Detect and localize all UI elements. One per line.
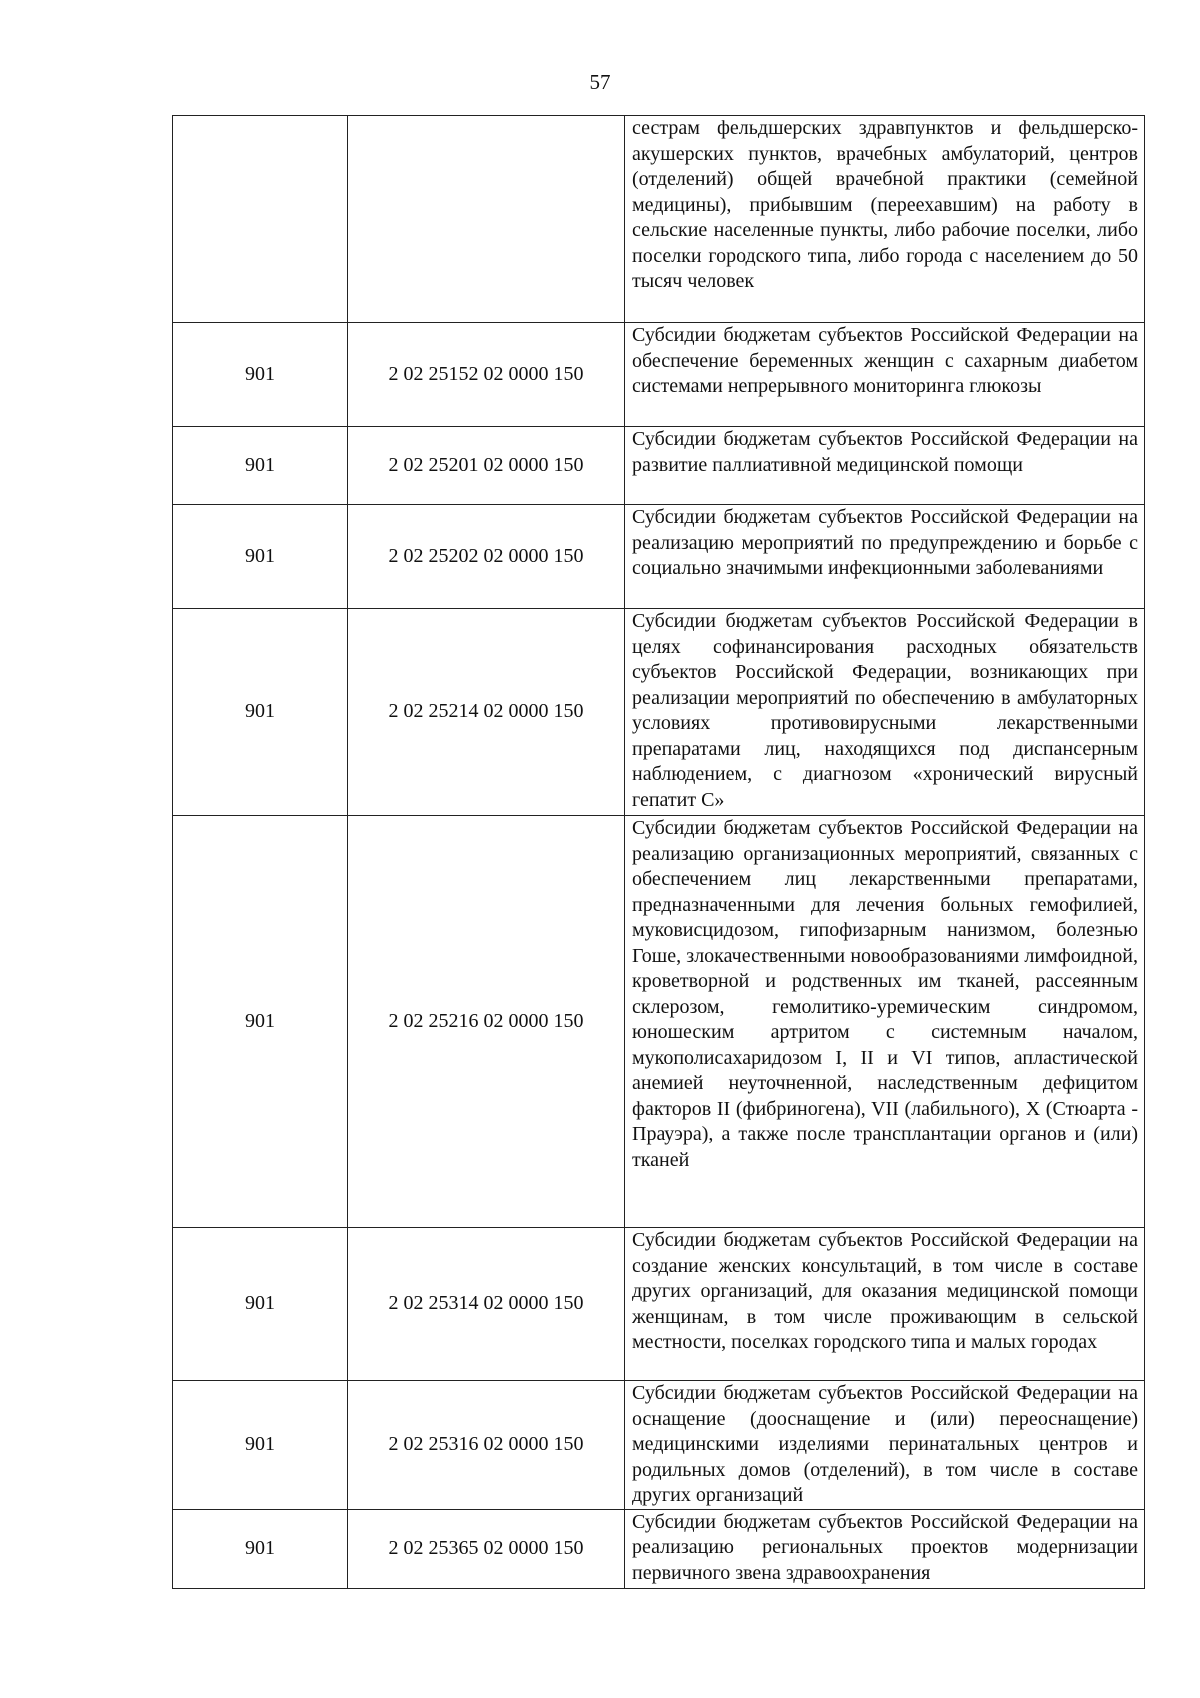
table-row <box>173 116 1145 323</box>
income-name-cell <box>625 1381 1145 1510</box>
income-name-text: Субсидии бюджетам субъектов Российской Федерации на создание женских консультаций, в том числе в составе других организаций, для оказания медицинской помощи женщинам, в том числе проживающим в сельской местности, поселках городского типа и малых городах <box>632 1229 1138 1353</box>
income-name-text: Субсидии бюджетам субъектов Российской Федерации на развитие паллиативной медицинской помощи <box>632 428 1138 476</box>
admin-code-cell: 901 <box>173 816 348 1228</box>
income-name-cell <box>625 323 1145 427</box>
income-name-text: Субсидии бюджетам субъектов Российской Федерации в целях софинансирования расходных обязательств субъектов Российской Федерации, возникающих при реализации мероприятий по обеспечению в амбулаторных условиях противовирусными лекарственными препаратами лиц, находящихся под диспансерным наблюдением, с диагнозом «хронический вирусный гепатит С» <box>632 610 1138 811</box>
admin-code-cell: 901 <box>173 609 348 816</box>
income-name-text: Субсидии бюджетам субъектов Российской Федерации на реализацию организационных мероприятий, связанных с обеспечением лиц лекарственными препаратами, предназначенными для лечения больных гемофилией, муковисцидозом, гипофизарным нанизмом, болезнью Гоше, злокачественными новообразованиями лимфоидной, кроветворной и родственных им тканей, рассеянным склерозом, гемолитико-уремическим синдромом, юношеским артритом с системным началом, мукополисахаридозом I, II и VI типов, апластической анемией неуточненной, наследственным дефицитом факторов II (фибриногена), VII (лабильного), X (Стюарта - Прауэра), а также после трансплантации органов и (или) тканей <box>632 817 1138 1171</box>
admin-code-cell <box>173 116 348 323</box>
income-name-cell <box>625 609 1145 816</box>
income-code-cell: 2 02 25201 02 0000 150 <box>348 427 625 505</box>
table-row <box>173 609 1145 816</box>
income-name-text: Субсидии бюджетам субъектов Российской Федерации на обеспечение беременных женщин с сахарным диабетом системами непрерывного мониторинга глюкозы <box>632 324 1138 397</box>
income-name-cell <box>625 1509 1145 1588</box>
income-name-text: Субсидии бюджетам субъектов Российской Федерации на реализацию региональных проектов модернизации первичного звена здравоохранения <box>632 1510 1138 1584</box>
income-code-cell: 2 02 25214 02 0000 150 <box>348 609 625 816</box>
table-row <box>173 1228 1145 1381</box>
admin-code-cell: 901 <box>173 323 348 427</box>
income-name-cell <box>625 1228 1145 1381</box>
admin-code-cell: 901 <box>173 1509 348 1588</box>
income-name-cell <box>625 816 1145 1228</box>
income-code-cell: 2 02 25152 02 0000 150 <box>348 323 625 427</box>
admin-code-cell: 901 <box>173 505 348 609</box>
table-row <box>173 427 1145 505</box>
income-name-cell <box>625 116 1145 323</box>
income-name-cell <box>625 427 1145 505</box>
income-code-cell: 2 02 25365 02 0000 150 <box>348 1509 625 1588</box>
income-code-cell: 2 02 25314 02 0000 150 <box>348 1228 625 1381</box>
admin-code-cell: 901 <box>173 1228 348 1381</box>
table-row <box>173 1509 1145 1588</box>
page-number: 57 <box>589 70 611 94</box>
table-row <box>173 505 1145 609</box>
admin-code-cell: 901 <box>173 427 348 505</box>
income-code-cell <box>348 116 625 323</box>
admin-code-cell: 901 <box>173 1381 348 1510</box>
income-code-cell: 2 02 25316 02 0000 150 <box>348 1381 625 1510</box>
income-name-cell <box>625 505 1145 609</box>
table-row <box>173 323 1145 427</box>
income-name-text: Субсидии бюджетам субъектов Российской Федерации на реализацию мероприятий по предупреждению и борьбе с социально значимыми инфекционными заболеваниями <box>632 506 1138 579</box>
income-code-cell: 2 02 25216 02 0000 150 <box>348 816 625 1228</box>
income-name-text: сестрам фельдшерских здравпунктов и фельдшерско-акушерских пунктов, врачебных амбулаторий, центров (отделений) общей врачебной практики (семейной медицины), прибывшим (переехавшим) на работу в сельские населенные пункты, либо рабочие поселки, либо поселки городского типа, либо города с населением до 50 тысяч человек <box>632 117 1138 292</box>
table-row <box>173 1381 1145 1510</box>
budget-codes-table <box>172 115 1145 1589</box>
table-row <box>173 816 1145 1228</box>
income-code-cell: 2 02 25202 02 0000 150 <box>348 505 625 609</box>
income-name-text: Субсидии бюджетам субъектов Российской Федерации на оснащение (дооснащение и (или) переоснащение) медицинскими изделиями перинатальных центров и родильных домов (отделений), в том числе в составе других организаций <box>632 1382 1138 1506</box>
